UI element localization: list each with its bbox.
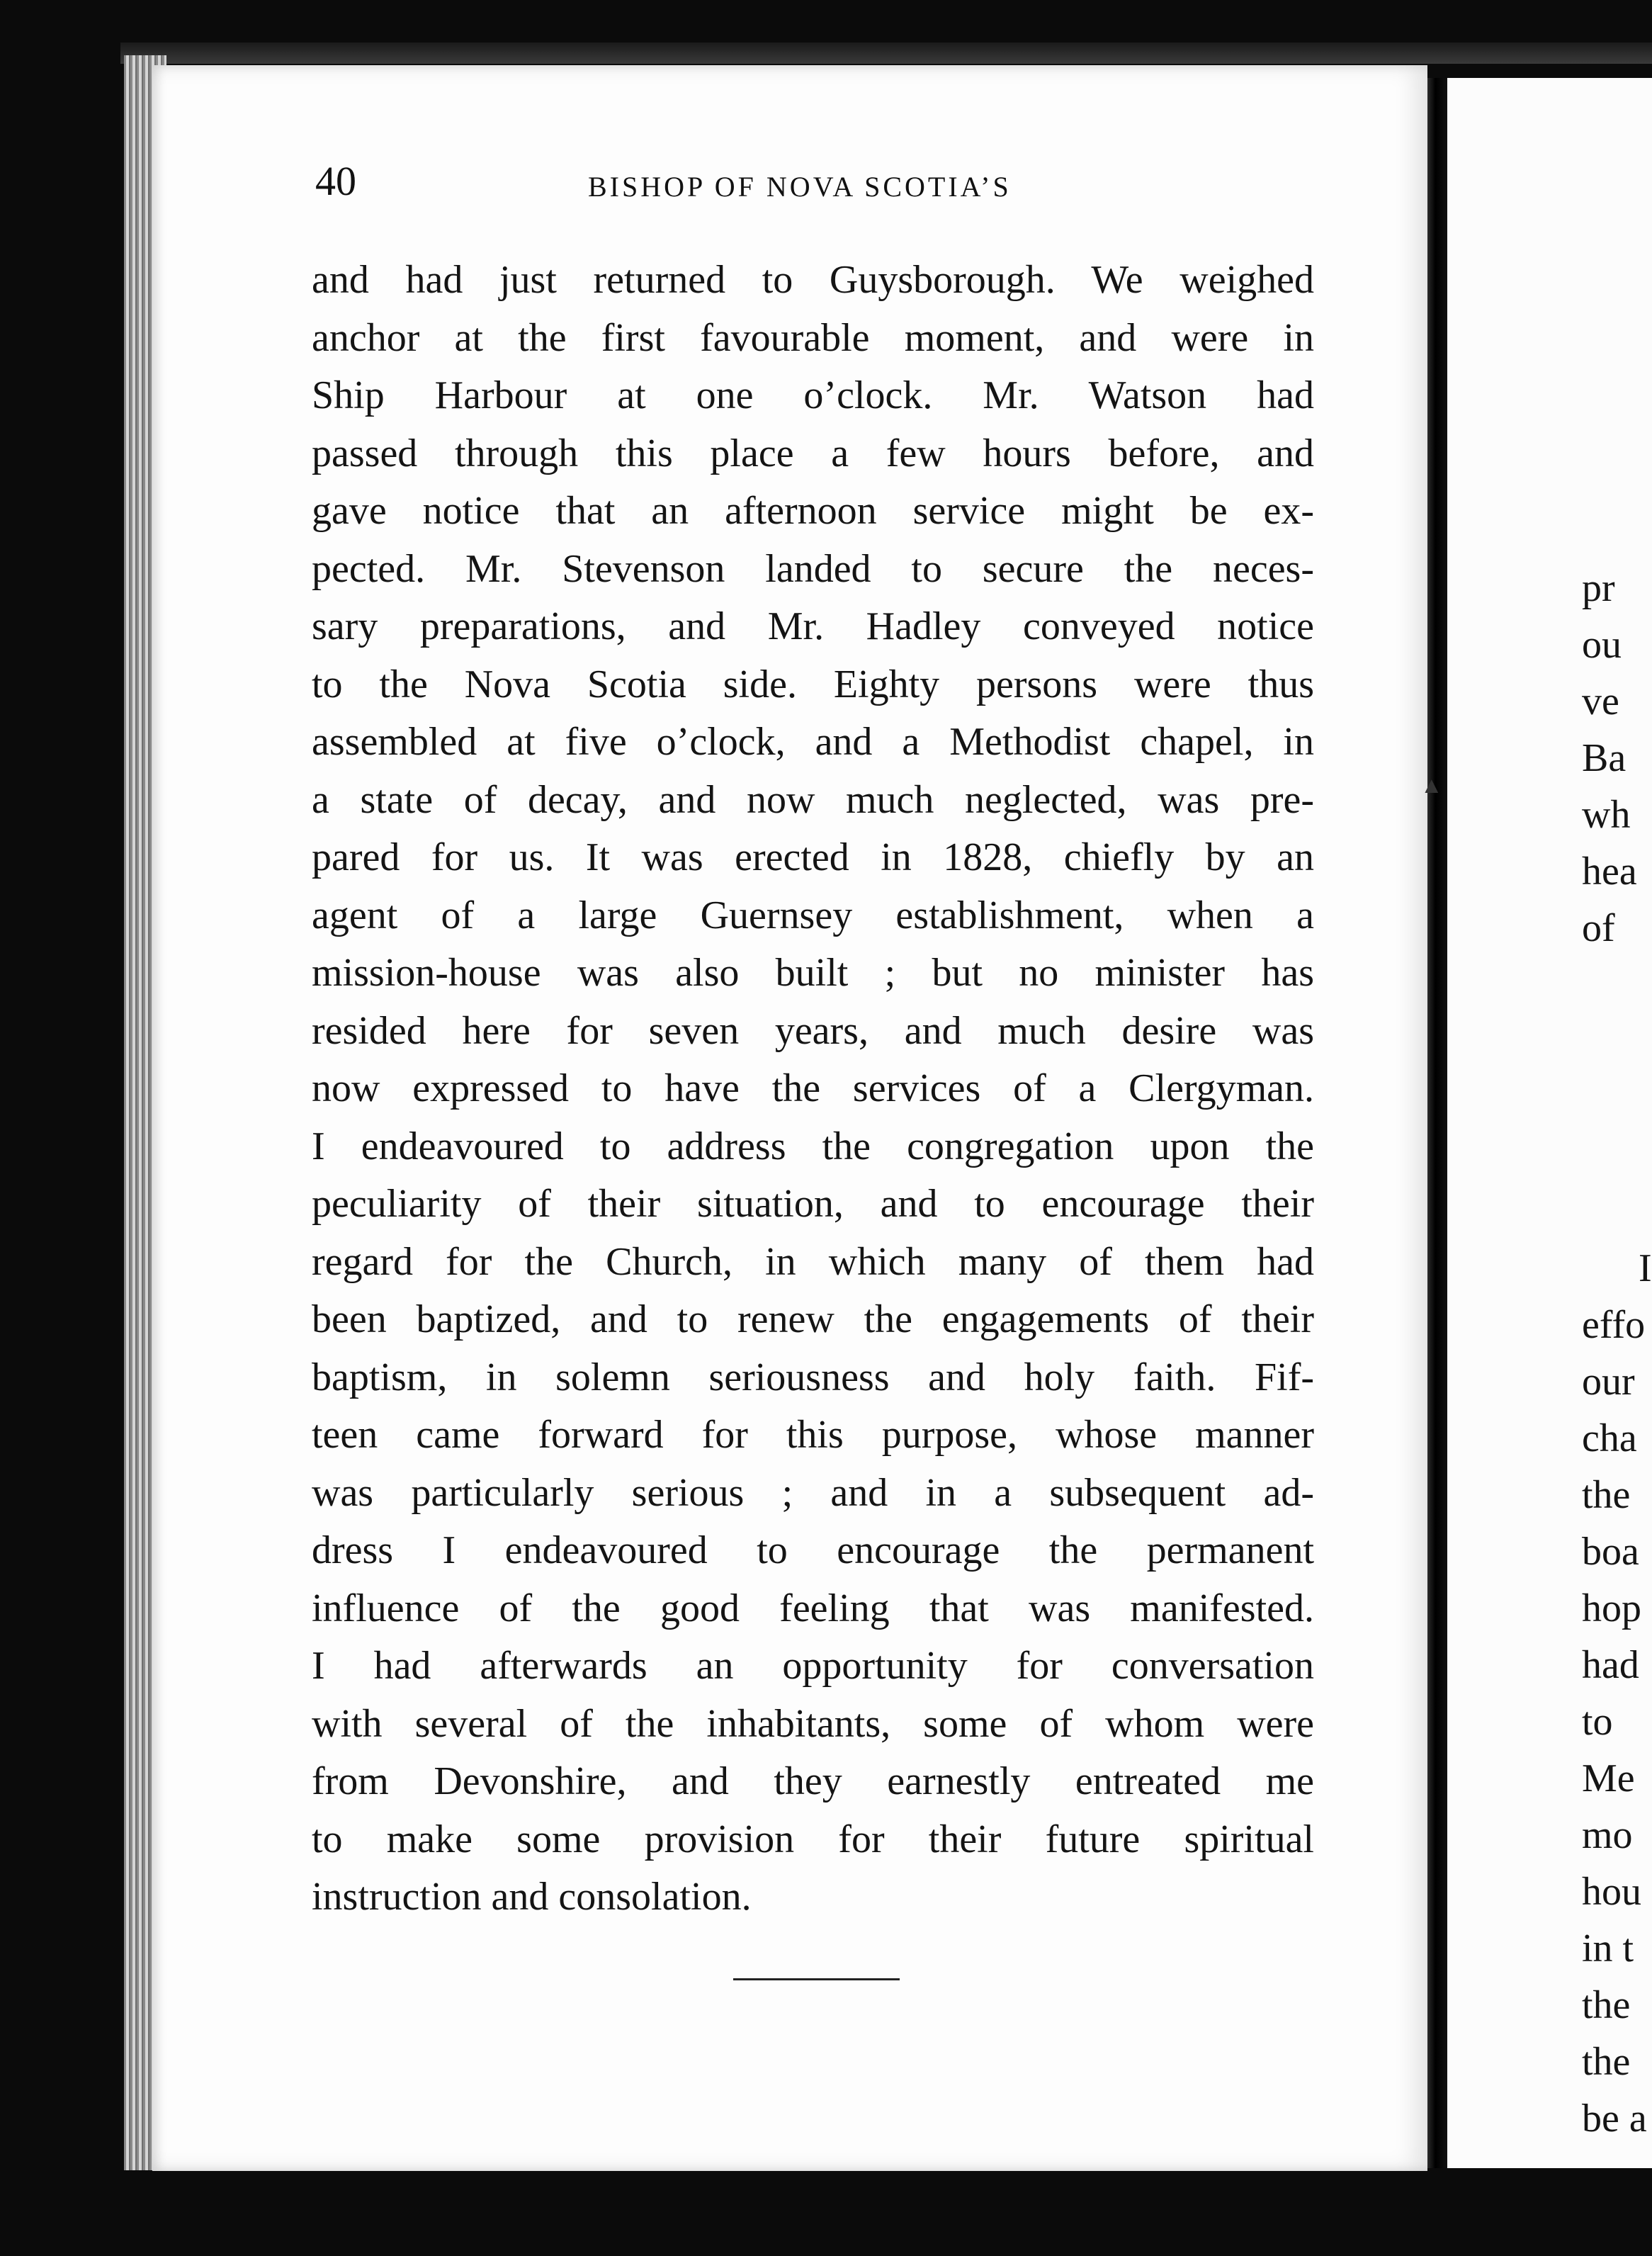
text-line: agent of a large Guernsey establishment, when a (312, 893, 1314, 937)
body-text (312, 252, 1314, 1927)
facing-line-fragment: mo (1582, 1813, 1633, 1857)
text-line: instruction and consolation. (312, 1875, 752, 1919)
running-head (315, 157, 1307, 207)
text-line: to the Nova Scotia side. Eighty persons were thus (312, 662, 1314, 706)
facing-line-fragment: of (1582, 906, 1615, 950)
facing-line-fragment: Ba (1582, 736, 1626, 780)
running-title: BISHOP OF NOVA SCOTIA’S (588, 171, 1012, 203)
text-line: baptism, in solemn seriousness and holy faith. Fif- (312, 1355, 1314, 1399)
text-line: regard for the Church, in which many of them had (312, 1239, 1314, 1284)
facing-page-text (1582, 560, 1652, 2147)
text-line: peculiarity of their situation, and to encourage their (312, 1182, 1314, 1226)
text-line: and had just returned to Guysborough. We weighed (312, 258, 1314, 302)
facing-line-fragment: our (1582, 1360, 1635, 1404)
scan-background-edge (120, 43, 1652, 64)
text-line: to make some provision for their future spiritual (312, 1817, 1314, 1861)
facing-line-fragment: effo (1582, 1303, 1646, 1347)
text-line: gave notice that an afternoon service might be ex- (312, 489, 1314, 533)
text-line: influence of the good feeling that was manifested. (312, 1586, 1314, 1630)
facing-line-fragment: be a (1582, 2097, 1647, 2141)
facing-line-fragment: had (1582, 1643, 1639, 1687)
text-line: resided here for seven years, and much desire was (312, 1008, 1314, 1053)
text-line: with several of the inhabitants, some of whom were (312, 1701, 1314, 1746)
text-line: dress I endeavoured to encourage the permanent (312, 1528, 1314, 1572)
page-number: 40 (315, 158, 356, 204)
facing-line-fragment: in t (1582, 1927, 1634, 1970)
text-line: a state of decay, and now much neglected, was pre- (312, 777, 1314, 822)
facing-line-fragment: cha (1582, 1416, 1637, 1460)
facing-line-fragment: ve (1582, 679, 1619, 723)
text-line: passed through this place a few hours before, and (312, 431, 1314, 475)
text-line: assembled at five o’clock, and a Methodist chapel, in (312, 720, 1314, 764)
facing-line-fragment: hou (1582, 1870, 1641, 1914)
text-line: sary preparations, and Mr. Hadley conveyed notice (312, 604, 1314, 648)
facing-line-fragment: the (1582, 1473, 1631, 1517)
facing-section-gap (1582, 957, 1652, 1240)
text-line: been baptized, and to renew the engagements of their (312, 1297, 1314, 1341)
text-line: I had afterwards an opportunity for conversation (312, 1644, 1314, 1688)
facing-line-fragment: ou (1582, 623, 1622, 667)
text-line: pared for us. It was erected in 1828, chiefly by an (312, 835, 1314, 879)
text-line: I endeavoured to address the congregation upon the (312, 1124, 1314, 1168)
book-gutter (1427, 78, 1447, 2168)
text-line: was particularly serious ; and in a subsequent ad- (312, 1470, 1314, 1515)
text-line: from Devonshire, and they earnestly entreated me (312, 1759, 1314, 1803)
facing-line-fragment: to (1582, 1700, 1613, 1744)
text-line: now expressed to have the services of a Clergyman. (312, 1066, 1314, 1110)
facing-line-fragment: Me (1582, 1756, 1635, 1800)
section-end-rule (733, 1978, 900, 1980)
facing-paragraph-initial: I (1639, 1246, 1652, 1290)
facing-line-fragment: hea (1582, 850, 1637, 893)
facing-line-fragment: hop (1582, 1586, 1641, 1630)
margin-mark: ▲ (1420, 772, 1443, 798)
text-line: Ship Harbour at one o’clock. Mr. Watson had (312, 373, 1314, 417)
facing-line-fragment: boa (1582, 1530, 1639, 1574)
facing-line-fragment: the (1582, 2040, 1631, 2084)
facing-line-fragment: the (1582, 1983, 1631, 2027)
text-line: teen came forward for this purpose, whose manner (312, 1413, 1314, 1457)
facing-page (1447, 78, 1652, 2168)
facing-line-fragment: wh (1582, 793, 1631, 837)
facing-line-fragment: pr (1582, 566, 1615, 610)
text-line: anchor at the first favourable moment, and were in (312, 315, 1314, 360)
text-line: mission-house was also built ; but no minister has (312, 951, 1314, 995)
text-line: pected. Mr. Stevenson landed to secure the neces- (312, 546, 1314, 591)
